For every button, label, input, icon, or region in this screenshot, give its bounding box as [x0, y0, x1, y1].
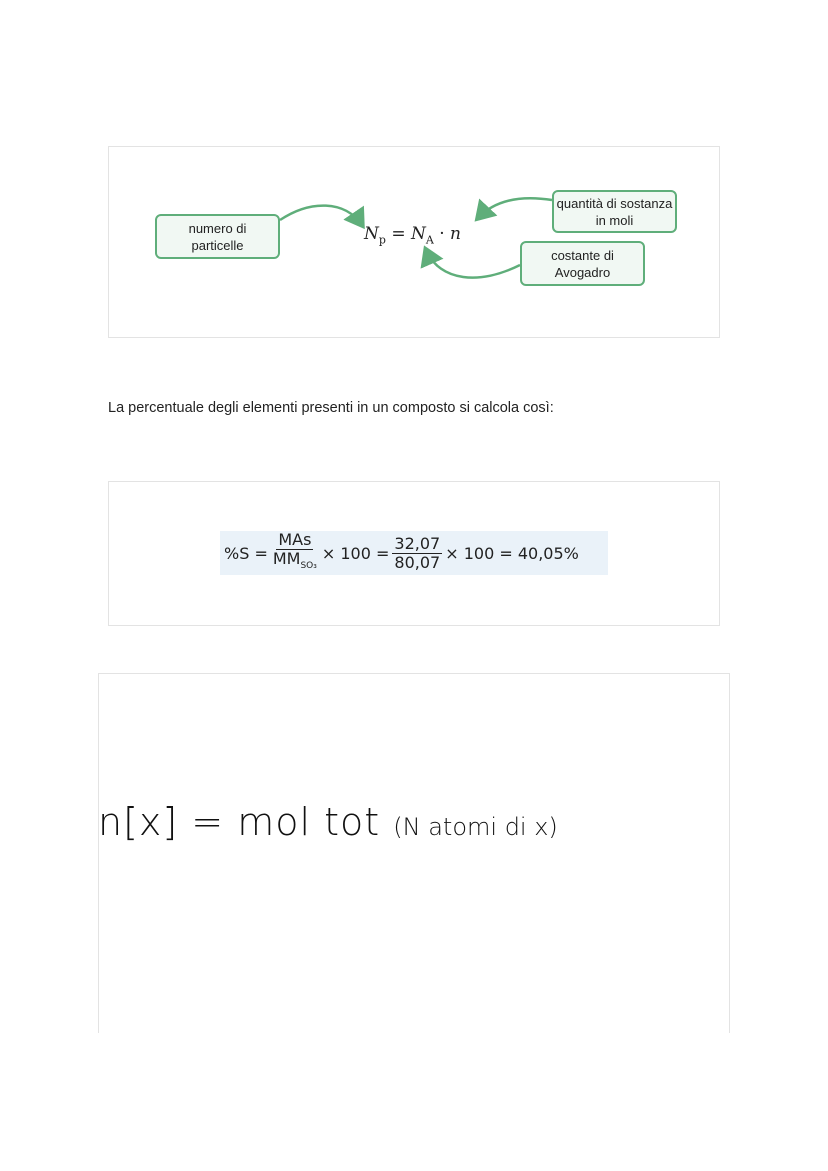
handwritten-note [98, 800, 558, 844]
label-moles [552, 190, 677, 233]
avogadro-formula [364, 224, 461, 246]
label-moles-text: quantità di sostanza in moli [556, 195, 673, 228]
times-100-a: × 100 = [321, 543, 390, 563]
fraction1-den-sub: SO₃ [300, 561, 317, 572]
label-avogadro-text: costante di Avogadro [551, 247, 614, 280]
fraction1-numerator: MAs [278, 529, 312, 549]
label-avogadro [520, 241, 645, 286]
percent-intro-text: La percentuale degli elementi presenti in un composto si calcola così: [108, 400, 554, 416]
fraction1-den-main: MM [272, 548, 301, 568]
percent-lhs: %S = [224, 543, 268, 563]
formula-dot: · [439, 224, 445, 244]
label-particles [155, 214, 280, 259]
formula-np-symbol: N [364, 224, 379, 244]
times-100-result: × 100 = 40,05% [445, 543, 579, 563]
fraction2-numerator: 32,07 [394, 533, 441, 553]
handwriting-frame [98, 673, 730, 1033]
handwritten-main: n[x] = mol tot [98, 800, 381, 844]
fraction2-denominator: 80,07 [394, 552, 441, 572]
formula-na-symbol: N [410, 224, 426, 244]
formula-na-subscript: A [425, 233, 434, 247]
fraction-values [392, 535, 442, 572]
fraction1-denominator [271, 550, 319, 575]
percent-formula [220, 531, 608, 575]
formula-np-subscript: p [378, 233, 386, 247]
handwritten-paren: (N atomi di x) [393, 813, 558, 841]
label-particles-text: numero di particelle [188, 220, 247, 253]
formula-n-symbol: n [450, 224, 461, 244]
formula-equals: = [391, 224, 406, 244]
fraction-ma-mm [271, 531, 319, 575]
